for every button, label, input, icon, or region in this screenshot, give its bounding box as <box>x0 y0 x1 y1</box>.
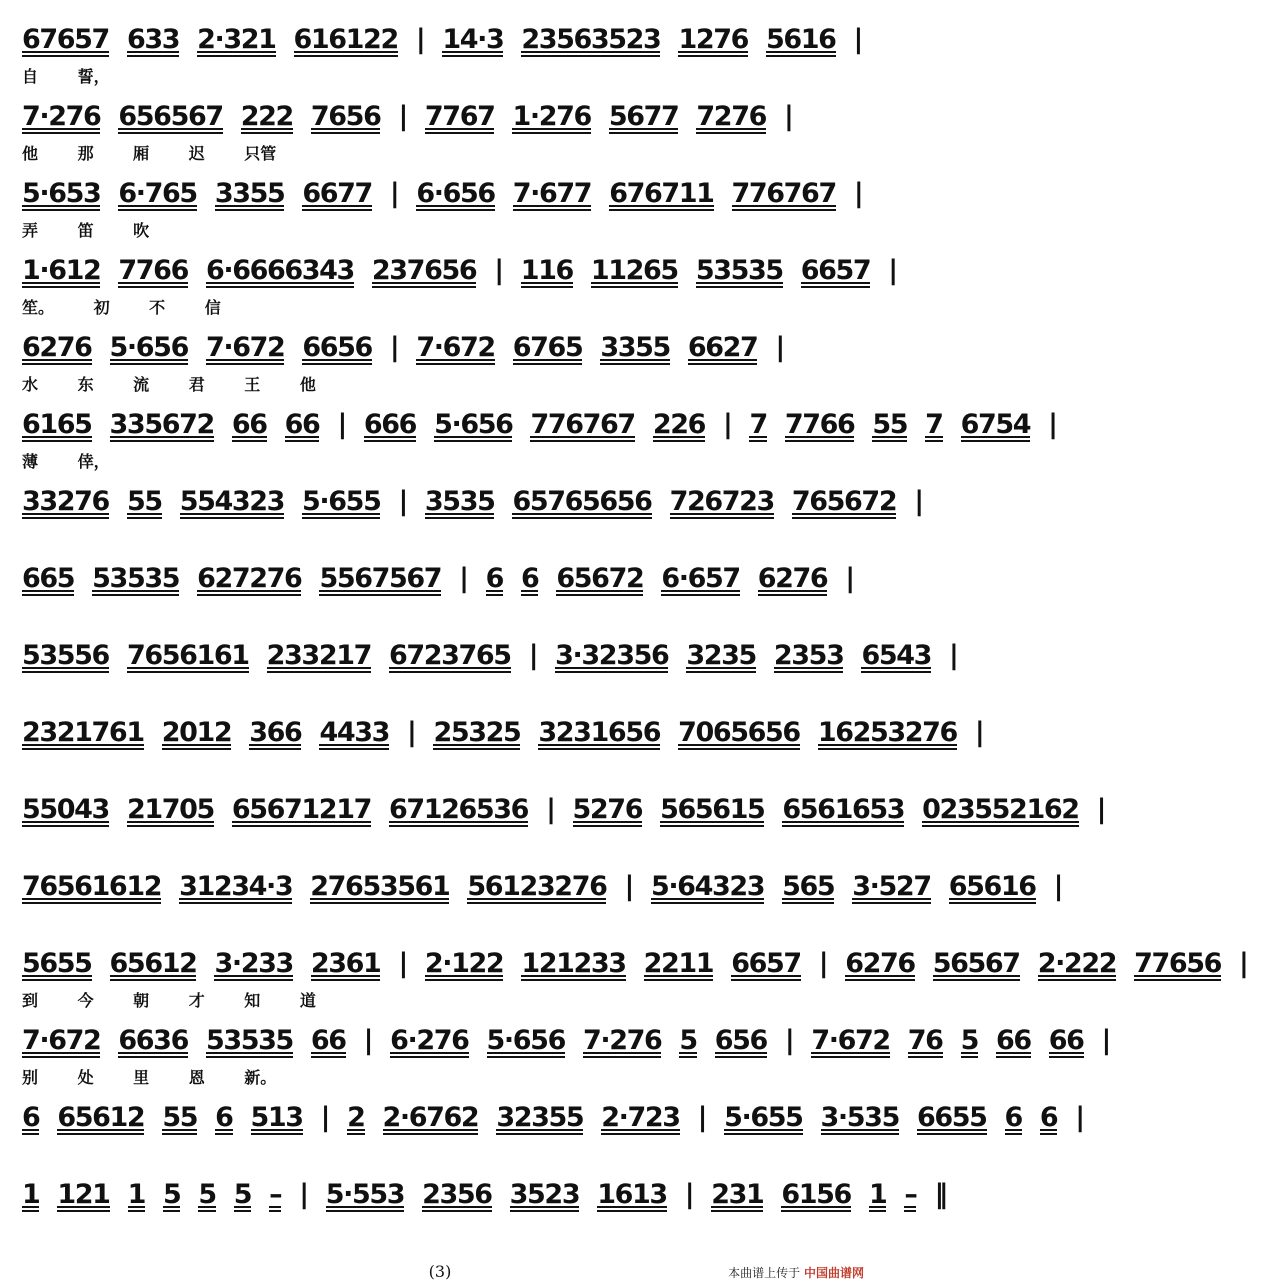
note-group: 5·655 <box>302 486 381 517</box>
note-group: 6 <box>215 1102 233 1133</box>
note-group: 616122 <box>293 24 398 55</box>
bar-line: | <box>853 178 863 209</box>
note-group: 76 <box>907 1025 943 1056</box>
note-group: 565 <box>782 871 835 902</box>
note-group: 7·276 <box>22 101 101 132</box>
note-group: 7·677 <box>512 178 592 209</box>
bar-line: | <box>784 1025 794 1056</box>
note-group: 3·233 <box>214 948 293 979</box>
score-line <box>22 557 862 627</box>
note-group: 2·6762 <box>382 1102 479 1133</box>
note-group: 31234·3 <box>179 871 293 902</box>
note-group: 6·6666343 <box>205 255 354 286</box>
score-line <box>22 18 862 88</box>
bar-line: | <box>853 24 862 55</box>
note-group: 65765656 <box>512 486 652 517</box>
note-group: 53535 <box>695 255 783 286</box>
note-group: 6657 <box>800 255 871 286</box>
score-lyrics: 自 誓， <box>22 67 110 86</box>
note-group: 6165 <box>22 409 92 440</box>
note-group: 2211 <box>643 948 714 979</box>
note-group: 1 <box>868 1179 887 1210</box>
note-group: 233217 <box>266 640 371 671</box>
note-group: 5616 <box>765 24 836 55</box>
note-group: 56567 <box>932 948 1020 979</box>
bar-line: | <box>389 178 399 209</box>
bar-line: | <box>406 717 416 748</box>
score-lyrics <box>22 526 862 546</box>
score-notes <box>22 634 958 678</box>
score-notes <box>22 249 897 293</box>
bar-line: | <box>1239 948 1248 979</box>
note-group: 65616 <box>948 871 1036 902</box>
score-line <box>22 634 958 704</box>
note-group: 77656 <box>1134 948 1222 979</box>
bar-line: | <box>398 486 407 517</box>
bar-line: | <box>1048 409 1057 440</box>
score-line <box>22 172 862 242</box>
note-group: 656567 <box>118 101 223 132</box>
score-line <box>22 249 897 319</box>
note-group: 554323 <box>179 486 285 517</box>
note-group: 1·276 <box>512 101 591 132</box>
note-group: 2 <box>347 1102 365 1133</box>
bar-line: | <box>775 332 784 363</box>
note-group: 66 <box>284 409 320 440</box>
note-group: 65612 <box>57 1102 145 1133</box>
note-group: 656 <box>714 1025 767 1056</box>
note-group: 5·653 <box>22 178 101 209</box>
note-group: 121 <box>57 1179 110 1210</box>
bar-line: | <box>389 332 399 363</box>
note-group: 231 <box>711 1179 764 1210</box>
score-lyrics <box>22 757 862 777</box>
note-group: 33276 <box>22 486 109 517</box>
note-group: 5·656 <box>486 1025 565 1056</box>
note-group: 2·723 <box>601 1102 680 1133</box>
bar-line: | <box>845 563 854 594</box>
note-group: 6276 <box>22 332 92 363</box>
note-group: 2·122 <box>424 948 504 979</box>
note-group: 6 <box>22 1102 40 1133</box>
note-group: 7766 <box>118 255 188 286</box>
note-group: 55043 <box>22 794 109 825</box>
score-line <box>22 711 984 781</box>
bar-line: | <box>914 486 923 517</box>
note-group: 5·655 <box>724 1102 803 1133</box>
note-group: 7276 <box>696 101 766 132</box>
score-notes <box>22 326 862 370</box>
score-line <box>22 865 1063 935</box>
score-notes <box>22 403 1057 447</box>
note-group: 6276 <box>757 563 828 594</box>
note-group: 3523 <box>509 1179 580 1210</box>
score-notes <box>22 95 862 139</box>
note-group: 65671217 <box>231 794 371 825</box>
score-notes <box>22 172 862 216</box>
note-group: 6 <box>1004 1102 1022 1133</box>
score-line <box>22 1019 1110 1089</box>
page-number: (3) <box>428 1262 452 1281</box>
note-group: 666 <box>363 409 417 440</box>
note-group: 7·276 <box>582 1025 662 1056</box>
bar-line: | <box>415 24 425 55</box>
note-group: 116 <box>520 255 573 286</box>
note-group: 633 <box>126 24 180 55</box>
note-group: 2012 <box>161 717 232 748</box>
score-notes <box>22 18 862 62</box>
bar-line: | <box>299 1179 308 1210</box>
note-group: 5·553 <box>325 1179 405 1210</box>
note-group: 6·765 <box>118 178 197 209</box>
note-group: 67657 <box>22 24 109 55</box>
score-notes <box>22 557 862 601</box>
note-group: 7·672 <box>22 1025 101 1056</box>
note-group: 366 <box>249 717 302 748</box>
note-group: 6627 <box>687 332 758 363</box>
bar-line: | <box>974 717 984 748</box>
note-group: 27653561 <box>310 871 450 902</box>
note-group: 7·672 <box>811 1025 890 1056</box>
note-group: 1276 <box>678 24 748 55</box>
site-logo: 中国曲谱网 <box>803 1266 864 1280</box>
bar-line: ‖ <box>934 1179 947 1210</box>
note-group: 5655 <box>22 948 92 979</box>
note-group: 66 <box>1048 1025 1084 1056</box>
note-group: 6 <box>521 563 539 594</box>
note-group: 6765 <box>512 332 583 363</box>
note-group: 023552162 <box>922 794 1079 825</box>
note-group: 55 <box>162 1102 198 1133</box>
bar-line: | <box>624 871 633 902</box>
note-group: 6656 <box>302 332 372 363</box>
note-group: 2356 <box>422 1179 492 1210</box>
note-group: 5 <box>198 1179 216 1210</box>
bar-line: | <box>949 640 958 671</box>
note-group: 5 <box>233 1179 252 1210</box>
score-notes <box>22 1019 1110 1063</box>
note-group: 16253276 <box>817 717 957 748</box>
note-group: 25325 <box>433 717 521 748</box>
bar-line: | <box>398 101 407 132</box>
note-group: 6677 <box>302 178 372 209</box>
score-lyrics <box>22 911 862 931</box>
note-group: 7766 <box>784 409 855 440</box>
note-group: 53535 <box>205 1025 293 1056</box>
note-group: 765672 <box>791 486 897 517</box>
score-lyrics <box>22 1219 862 1239</box>
score-notes <box>22 1096 1084 1140</box>
note-group: 3231656 <box>538 717 661 748</box>
note-group: 565615 <box>660 794 765 825</box>
score-line <box>22 788 1106 858</box>
note-group: 5 <box>960 1025 978 1056</box>
note-group: 55 <box>872 409 908 440</box>
score-line <box>22 480 923 550</box>
note-group: 2321761 <box>22 717 144 748</box>
score-line <box>22 1096 1084 1166</box>
note-group: 513 <box>250 1102 303 1133</box>
note-group: 335672 <box>109 409 214 440</box>
note-group: 5276 <box>572 794 643 825</box>
note-group: 6657 <box>731 948 801 979</box>
note-group: 1613 <box>597 1179 667 1210</box>
note-group: 726723 <box>669 486 774 517</box>
note-group: 7767 <box>424 101 495 132</box>
bar-line: | <box>1096 794 1106 825</box>
note-group: 6723765 <box>388 640 511 671</box>
note-group: 7·672 <box>205 332 285 363</box>
note-group: 3235 <box>686 640 756 671</box>
bar-line: | <box>697 1102 707 1133</box>
score-line <box>22 95 862 165</box>
bar-line: | <box>818 948 828 979</box>
note-group: 222 <box>240 101 293 132</box>
note-group: 14·3 <box>442 24 504 55</box>
score-lyrics <box>22 834 862 854</box>
score-notes <box>22 942 1248 986</box>
note-group: 5567567 <box>319 563 442 594</box>
note-group: 66 <box>231 409 267 440</box>
note-group: 5677 <box>608 101 679 132</box>
score-lyrics: 别 处 里 恩 新。 <box>22 1068 277 1087</box>
note-group: 21705 <box>126 794 214 825</box>
bar-line: | <box>783 101 793 132</box>
note-group: 5 <box>679 1025 697 1056</box>
score-lyrics: 笙。 初 不 信 <box>22 298 221 317</box>
score-notes <box>22 711 984 755</box>
note-group: 6·276 <box>390 1025 469 1056</box>
note-group: 2·321 <box>197 24 276 55</box>
note-group: 7656 <box>310 101 381 132</box>
note-group: 121233 <box>521 948 626 979</box>
note-group: 676711 <box>609 178 714 209</box>
note-group: 6754 <box>960 409 1031 440</box>
note-group: 4433 <box>319 717 389 748</box>
credit-text: 本曲谱上传于 <box>728 1266 801 1280</box>
score-lyrics <box>22 603 862 623</box>
note-group: 3535 <box>424 486 495 517</box>
note-group: 6561653 <box>782 794 905 825</box>
note-group: 237656 <box>371 255 477 286</box>
note-group: 5 <box>162 1179 181 1210</box>
note-group: 2·222 <box>1037 948 1117 979</box>
score-line <box>22 403 1057 473</box>
note-group: 66 <box>995 1025 1031 1056</box>
bar-line: | <box>546 794 555 825</box>
score-lyrics <box>22 680 862 700</box>
note-group: 665 <box>22 563 75 594</box>
note-group: 7656161 <box>126 640 249 671</box>
bar-line: | <box>1053 871 1063 902</box>
score-lyrics: 水 东 流 君 王 他 <box>22 375 316 394</box>
score-notes <box>22 1173 947 1217</box>
note-group: 6276 <box>845 948 915 979</box>
note-group: 3·527 <box>852 871 931 902</box>
bar-line: | <box>528 640 538 671</box>
note-group: 3·32356 <box>555 640 669 671</box>
score-lyrics: 弄 笛 吹 <box>22 221 150 240</box>
note-group: 2361 <box>310 948 381 979</box>
score-notes <box>22 788 1106 832</box>
bar-line: | <box>459 563 468 594</box>
note-group: 66 <box>310 1025 346 1056</box>
score-lyrics: 薄 倖， <box>22 452 110 471</box>
note-group: 5·64323 <box>650 871 765 902</box>
note-group: 3·535 <box>820 1102 899 1133</box>
note-group: 65672 <box>556 563 644 594</box>
note-group: 226 <box>652 409 705 440</box>
note-group: 3355 <box>600 332 670 363</box>
score-notes <box>22 480 923 524</box>
note-group: 53535 <box>92 563 180 594</box>
score-lyrics <box>22 1142 862 1162</box>
note-group: 627276 <box>197 563 302 594</box>
note-group: 6655 <box>916 1102 987 1133</box>
note-group: 7 <box>749 409 767 440</box>
note-group: 56123276 <box>467 871 607 902</box>
note-group: 1·612 <box>22 255 101 286</box>
note-group: 6·656 <box>416 178 495 209</box>
score-line <box>22 1173 947 1243</box>
note-group: 1 <box>22 1179 40 1210</box>
note-group: 55 <box>126 486 162 517</box>
bar-line: | <box>337 409 346 440</box>
note-group: 7·672 <box>416 332 495 363</box>
note-group: 6636 <box>118 1025 188 1056</box>
note-group: 65612 <box>109 948 197 979</box>
bar-line: | <box>320 1102 330 1133</box>
note-group: 776767 <box>731 178 836 209</box>
note-group: 5·656 <box>434 409 513 440</box>
bar-line: | <box>722 409 732 440</box>
score-line <box>22 326 862 396</box>
score-lyrics: 他 那 厢 迟 只管 <box>22 144 277 163</box>
note-group: 2353 <box>773 640 844 671</box>
note-group: 6543 <box>861 640 931 671</box>
note-group: 776767 <box>530 409 635 440</box>
note-group: 3355 <box>214 178 285 209</box>
bar-line: | <box>684 1179 694 1210</box>
note-group: 76561612 <box>22 871 162 902</box>
note-group: 67126536 <box>388 794 529 825</box>
note-group: 7065656 <box>678 717 800 748</box>
note-group: 53556 <box>22 640 109 671</box>
note-group: 1 <box>127 1179 145 1210</box>
note-group: 5·656 <box>109 332 188 363</box>
note-group: 6·657 <box>661 563 740 594</box>
note-group: 7 <box>925 409 943 440</box>
note-group: 23563523 <box>521 24 661 55</box>
note-group: – <box>904 1179 917 1210</box>
score-line <box>22 942 1248 1012</box>
bar-line: | <box>1101 1025 1110 1056</box>
score-notes <box>22 865 1063 909</box>
score-lyrics: 到 今 朝 才 知 道 <box>22 991 316 1010</box>
note-group: 6 <box>1039 1102 1058 1133</box>
bar-line: | <box>494 255 503 286</box>
bar-line: | <box>1075 1102 1084 1133</box>
bar-line: | <box>363 1025 373 1056</box>
bar-line: | <box>398 948 407 979</box>
note-group: 6156 <box>781 1179 851 1210</box>
note-group: 11265 <box>590 255 678 286</box>
bar-line: | <box>888 255 897 286</box>
note-group: – <box>269 1179 282 1210</box>
note-group: 6 <box>485 563 504 594</box>
note-group: 32355 <box>496 1102 584 1133</box>
upload-credit <box>728 1264 864 1281</box>
